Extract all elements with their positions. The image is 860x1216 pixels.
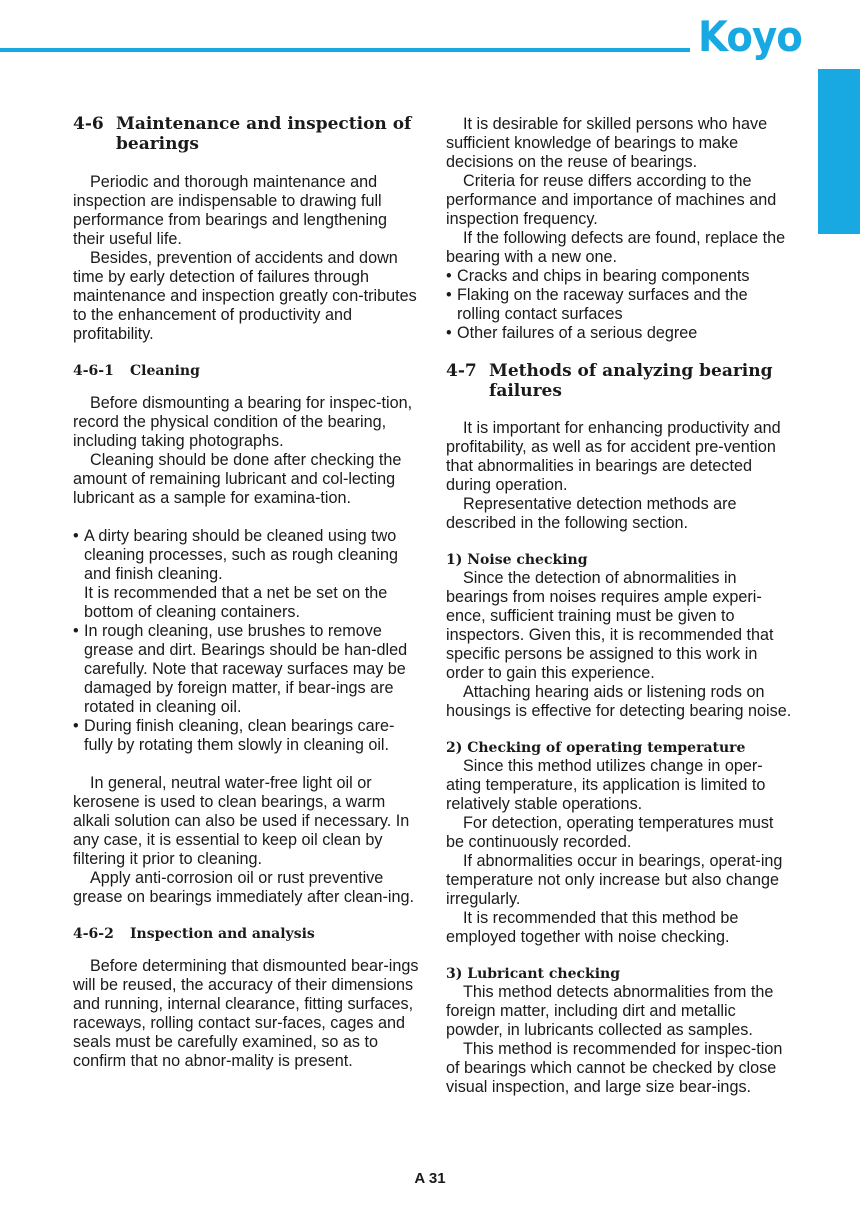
paragraph: This method is recommended for inspec-tion of bearings which cannot be checked by close visual inspection, and large size bear-ings. (446, 1040, 783, 1096)
method-heading-temperature: 2) Checking of operating temperature (446, 740, 746, 756)
koyo-logo: Koyo (698, 12, 802, 61)
method-heading-lubricant: 3) Lubricant checking (446, 966, 620, 982)
list-item: • Cracks and chips in bearing components (446, 267, 792, 286)
paragraph: Besides, prevention of accidents and down time by early detection of failures through maintenance and inspection greatly con-tributes to the enhancement of productivity and profitability. (73, 249, 417, 343)
paragraph: Before determining that dismounted bear-ings will be reused, the accuracy of their dimensions and running, internal clearance, fitting surfaces, raceways, rolling contact sur-faces, cages and seals must be carefully examined, so as to confirm that no abnor-mality is present. (73, 957, 419, 1070)
paragraph: Criteria for reuse differs according to the performance and importance of machines and inspection frequency. (446, 172, 777, 228)
subsection-title: Inspection and analysis (130, 926, 315, 942)
subsection-title: Cleaning (130, 363, 200, 379)
section-heading-4-7 (446, 361, 792, 401)
method-heading-noise: 1) Noise checking (446, 552, 588, 568)
paragraph: If abnormalities occur in bearings, operat-ing temperature not only increase but also change irregularly. (446, 852, 783, 908)
section-title: Methods of analyzing bearing failures (489, 361, 773, 401)
section-number: 4-6 (73, 114, 104, 134)
section-heading-4-6 (73, 114, 423, 154)
paragraph: In general, neutral water-free light oil or kerosene is used to clean bearings, a warm alkali solution can also be used if necessary. In any case, it is essential to keep oil clean by filtering it prior to cleaning. (73, 774, 410, 868)
section-tab-marker (818, 69, 860, 234)
paragraph: It is recommended that this method be employed together with noise checking. (446, 909, 739, 946)
list-item-text: It is recommended that a net be set on the bottom of cleaning containers. (84, 584, 388, 621)
subsection-heading-4-6-2 (73, 925, 423, 943)
page-number: A 31 (414, 1170, 446, 1187)
paragraph: Since the detection of abnormalities in bearings from noises requires ample experi-ence, sufficient training must be given to inspectors. Given this, it is recommended that specific persons be assigned to this work in order to gain this experience. (446, 569, 774, 682)
paragraph: Cleaning should be done after checking the amount of remaining lubricant and col-lecting lubricant as a sample for examina-tion. (73, 451, 402, 507)
section-number: 4-7 (446, 361, 477, 381)
right-column (446, 115, 792, 1097)
paragraph: It is desirable for skilled persons who have sufficient knowledge of bearings to make decisions on the reuse of bearings. (446, 115, 768, 171)
paragraph: Attaching hearing aids or listening rods on housings is effective for detecting bearing noise. (446, 683, 792, 720)
paragraph: This method detects abnormalities from the foreign matter, including dirt and metallic powder, in lubricants collected as samples. (446, 983, 774, 1039)
section-title: Maintenance and inspection of bearings (116, 114, 412, 154)
list-item-text: A dirty bearing should be cleaned using two cleaning processes, such as rough cleaning and finish cleaning. (84, 527, 399, 583)
list-item: • During finish cleaning, clean bearings care-fully by rotating them slowly in cleaning oil. (73, 717, 423, 755)
list-item (73, 527, 423, 622)
paragraph: Before dismounting a bearing for inspec-tion, record the physical condition of the bearing, including taking photographs. (73, 394, 413, 450)
subsection-number: 4-6-1 (73, 363, 114, 379)
list-item: • Flaking on the raceway surfaces and the rolling contact surfaces (446, 286, 792, 324)
list-item: • Other failures of a serious degree (446, 324, 792, 343)
paragraph: For detection, operating temperatures must be continuously recorded. (446, 814, 774, 851)
header-rule (0, 48, 690, 52)
defect-list (446, 267, 792, 343)
left-column (73, 114, 423, 1071)
paragraph: Periodic and thorough maintenance and inspection are indispensable to drawing full performance from bearings and lengthening their useful life. (73, 173, 388, 248)
cleaning-list (73, 527, 423, 755)
subsection-number: 4-6-2 (73, 926, 114, 942)
list-item: • In rough cleaning, use brushes to remove grease and dirt. Bearings should be han-dled carefully. Note that raceway surfaces may be damaged by foreign matter, if bear-ings are rotated in cleaning oil. (73, 622, 423, 717)
paragraph: If the following defects are found, replace the bearing with a new one. (446, 229, 786, 266)
paragraph: Representative detection methods are described in the following section. (446, 495, 737, 532)
paragraph: Since this method utilizes change in oper-ating temperature, its application is limited to relatively stable operations. (446, 757, 766, 813)
paragraph: It is important for enhancing productivity and profitability, as well as for accident pre-vention that abnormalities in bearings are detected during operation. (446, 419, 781, 494)
paragraph: Apply anti-corrosion oil or rust preventive grease on bearings immediately after clean-ing. (73, 869, 415, 906)
subsection-heading-4-6-1 (73, 362, 423, 380)
